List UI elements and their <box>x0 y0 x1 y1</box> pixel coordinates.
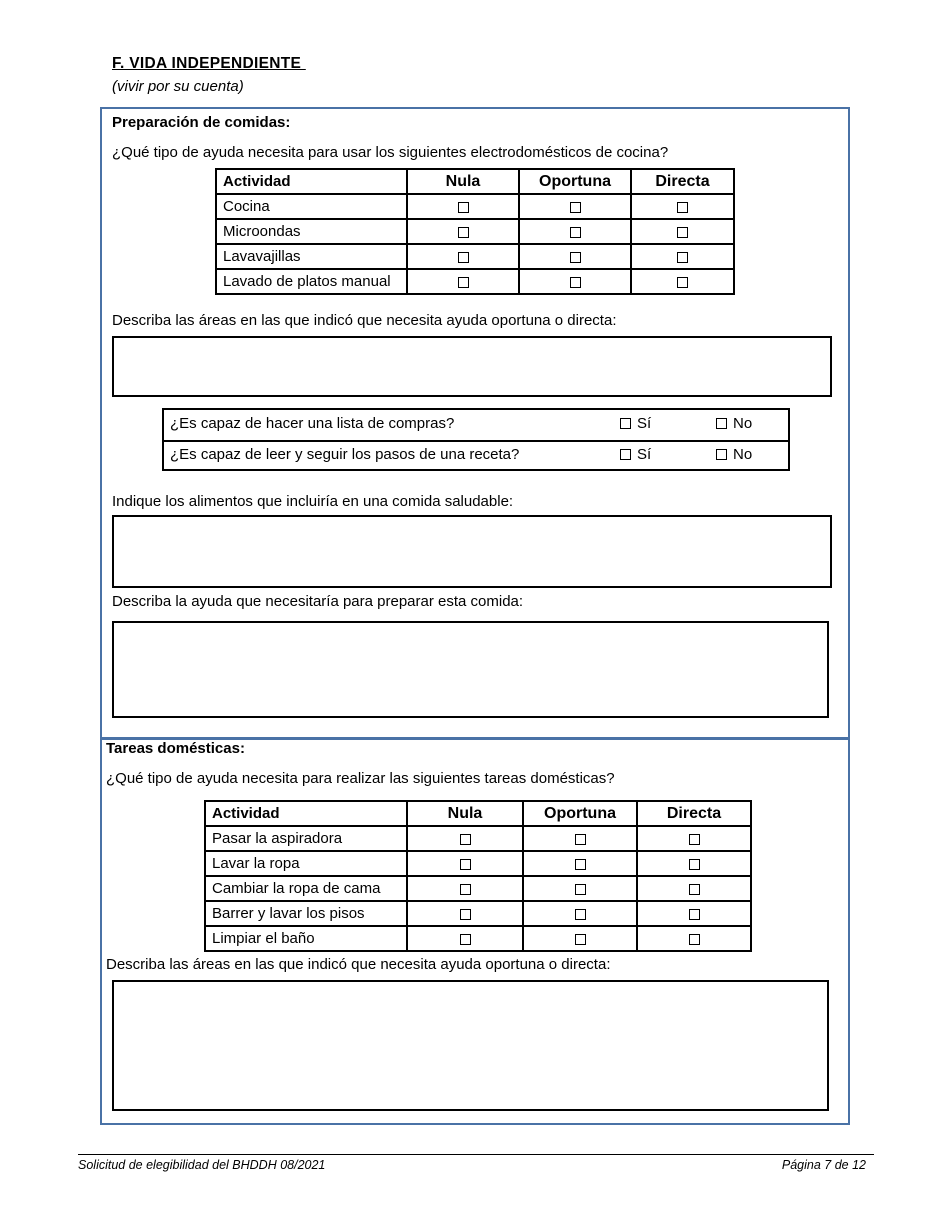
appliances-table <box>215 168 735 295</box>
table-header-row <box>205 801 751 826</box>
column-header-directa: Directa <box>637 801 751 826</box>
table-row <box>216 269 734 294</box>
meal-help-field[interactable] <box>112 621 829 718</box>
shopping-list-no <box>716 415 752 432</box>
chores-describe-field[interactable] <box>112 980 829 1111</box>
checkbox-cocina-oportuna[interactable] <box>570 202 581 213</box>
footer-divider <box>78 1154 874 1155</box>
column-header-oportuna: Oportuna <box>519 169 631 194</box>
recipe-yes <box>620 446 651 463</box>
table-row <box>205 826 751 851</box>
healthy-meal-label: Indique los alimentos que incluiría en una comida saludable: <box>112 493 514 510</box>
column-header-oportuna: Oportuna <box>523 801 637 826</box>
checkbox-cama-oportuna[interactable] <box>575 884 586 895</box>
checkbox-cocina-nula[interactable] <box>458 202 469 213</box>
no-label: No <box>733 415 753 432</box>
checkbox-microondas-oportuna[interactable] <box>570 227 581 238</box>
checkbox-platos-directa[interactable] <box>677 277 688 288</box>
row-label: Lavado de platos manual <box>216 269 407 294</box>
column-header-nula: Nula <box>407 169 519 194</box>
yes-no-row <box>164 410 788 442</box>
recipe-question: ¿Es capaz de leer y seguir los pasos de una receta? <box>170 446 520 463</box>
meal-prep-question: ¿Qué tipo de ayuda necesita para usar los siguientes electrodomésticos de cocina? <box>112 144 669 161</box>
table-header-row <box>216 169 734 194</box>
checkbox-pisos-nula[interactable] <box>460 909 471 920</box>
chores-describe-label: Describa las áreas en las que indicó que necesita ayuda oportuna o directa: <box>106 956 611 973</box>
checkbox-lavavajillas-oportuna[interactable] <box>570 252 581 263</box>
column-header-activity: Actividad <box>216 169 407 194</box>
row-label: Cocina <box>216 194 407 219</box>
shopping-list-yes <box>620 415 651 432</box>
row-label: Cambiar la ropa de cama <box>205 876 407 901</box>
checkbox-shopping-list-yes[interactable] <box>620 418 631 429</box>
checkbox-recipe-yes[interactable] <box>620 449 631 460</box>
chores-table <box>204 800 752 952</box>
checkbox-platos-oportuna[interactable] <box>570 277 581 288</box>
checkbox-ropa-directa[interactable] <box>689 859 700 870</box>
checkbox-ropa-oportuna[interactable] <box>575 859 586 870</box>
row-label: Lavavajillas <box>216 244 407 269</box>
checkbox-platos-nula[interactable] <box>458 277 469 288</box>
footer-form-id: Solicitud de elegibilidad del BHDDH 08/2021 <box>78 1158 326 1172</box>
checkbox-cama-nula[interactable] <box>460 884 471 895</box>
chores-heading: Tareas domésticas: <box>106 740 245 757</box>
checkbox-bano-oportuna[interactable] <box>575 934 586 945</box>
table-row <box>205 901 751 926</box>
table-row <box>216 244 734 269</box>
yes-no-row <box>164 441 788 471</box>
meal-prep-describe-label: Describa las áreas en las que indicó que necesita ayuda oportuna o directa: <box>112 312 617 329</box>
checkbox-lavavajillas-directa[interactable] <box>677 252 688 263</box>
chores-question: ¿Qué tipo de ayuda necesita para realizar las siguientes tareas domésticas? <box>106 770 615 787</box>
checkbox-pisos-oportuna[interactable] <box>575 909 586 920</box>
checkbox-pisos-directa[interactable] <box>689 909 700 920</box>
checkbox-shopping-list-no[interactable] <box>716 418 727 429</box>
checkbox-aspiradora-oportuna[interactable] <box>575 834 586 845</box>
checkbox-aspiradora-nula[interactable] <box>460 834 471 845</box>
yes-label: Sí <box>637 446 652 463</box>
column-header-activity: Actividad <box>205 801 407 826</box>
checkbox-bano-directa[interactable] <box>689 934 700 945</box>
yes-label: Sí <box>637 415 652 432</box>
checkbox-lavavajillas-nula[interactable] <box>458 252 469 263</box>
yes-no-table <box>162 408 790 471</box>
checkbox-aspiradora-directa[interactable] <box>689 834 700 845</box>
checkbox-cocina-directa[interactable] <box>677 202 688 213</box>
shopping-list-question: ¿Es capaz de hacer una lista de compras? <box>170 415 455 432</box>
column-header-nula: Nula <box>407 801 523 826</box>
checkbox-cama-directa[interactable] <box>689 884 700 895</box>
row-label: Barrer y lavar los pisos <box>205 901 407 926</box>
table-row <box>205 876 751 901</box>
healthy-meal-field[interactable] <box>112 515 832 588</box>
footer-page-number: Página 7 de 12 <box>781 1158 866 1172</box>
no-label: No <box>733 446 753 463</box>
section-subtitle: (vivir por su cuenta) <box>112 78 244 95</box>
row-label: Microondas <box>216 219 407 244</box>
checkbox-microondas-directa[interactable] <box>677 227 688 238</box>
recipe-no <box>716 446 752 463</box>
table-row <box>216 219 734 244</box>
row-label: Pasar la aspiradora <box>205 826 407 851</box>
meal-prep-describe-field[interactable] <box>112 336 832 397</box>
checkbox-bano-nula[interactable] <box>460 934 471 945</box>
checkbox-microondas-nula[interactable] <box>458 227 469 238</box>
checkbox-ropa-nula[interactable] <box>460 859 471 870</box>
meal-prep-heading: Preparación de comidas: <box>112 114 291 131</box>
section-title: F. VIDA INDEPENDIENTE <box>112 55 306 72</box>
checkbox-recipe-no[interactable] <box>716 449 727 460</box>
table-row <box>216 194 734 219</box>
table-row <box>205 851 751 876</box>
column-header-directa: Directa <box>631 169 734 194</box>
meal-help-label: Describa la ayuda que necesitaría para preparar esta comida: <box>112 593 524 610</box>
row-label: Limpiar el baño <box>205 926 407 951</box>
row-label: Lavar la ropa <box>205 851 407 876</box>
table-row <box>205 926 751 951</box>
